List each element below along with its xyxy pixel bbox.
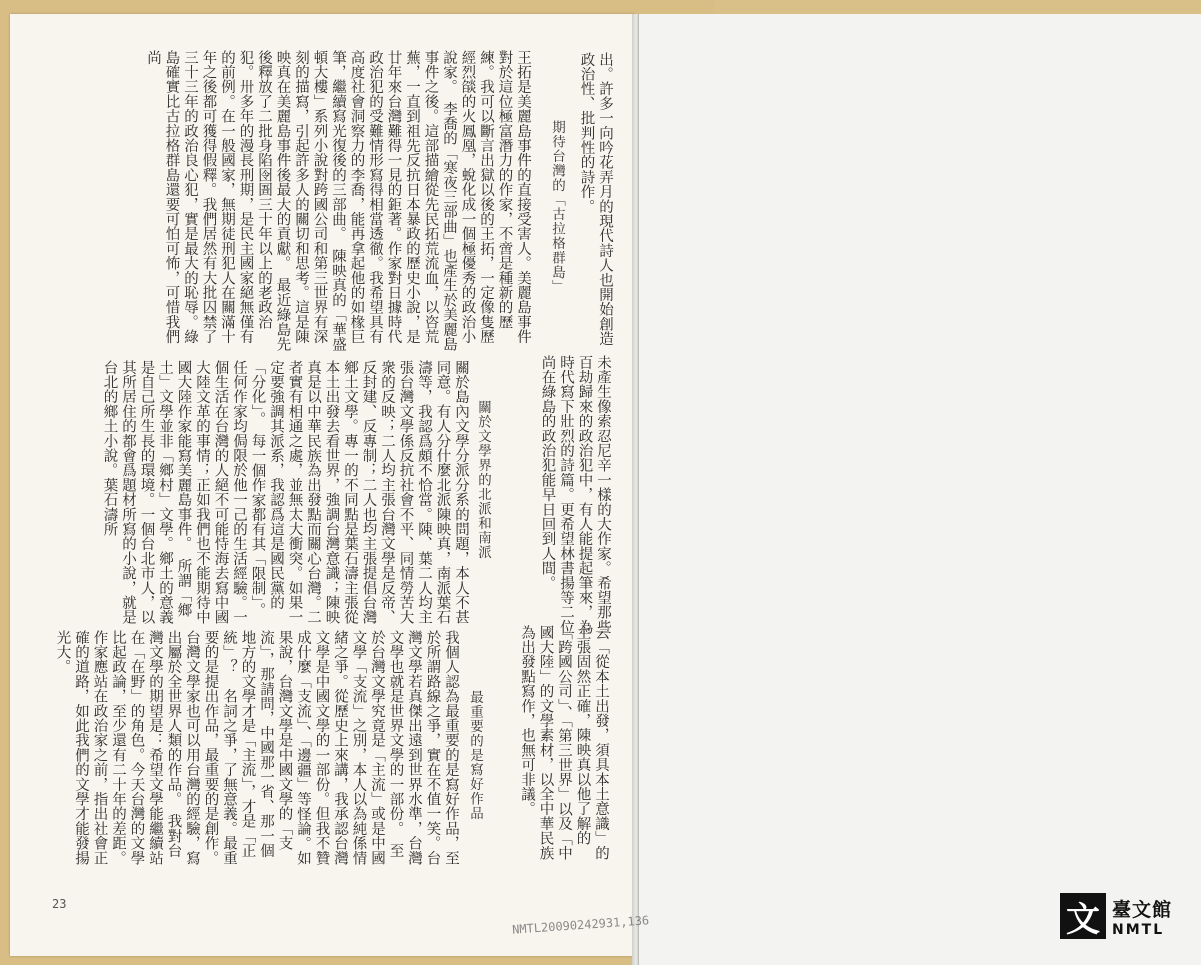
document-page-right-blank [638,14,1201,965]
section-1-heading: 期待台灣的「古拉格群島」 [549,120,565,294]
nmtl-logo [1060,886,1195,946]
section-2-heading: 關於文學界的北派和南派 [475,400,491,560]
intro-column: 出。許多一向吟花弄月的現代詩人也開始創造政治性、批判性的詩作。 [578,52,613,346]
nmtl-logo-text [1112,895,1172,938]
section-1-continued: 未產生像索忍尼辛一樣的大作家。希望那些百劫歸來的政治犯中，有人能提起筆來，為時代寫下壯烈的詩篇。更希望林書揚等二位尚在綠島的政治犯能早日回到人間。 [539,355,611,635]
section-1-body: 王拓是美麗島事件的直接受害人。美麗島事件對於這位極富潛力的作家，不啻是種新的歷練。我可以斷言出獄以後的王拓，一定像隻歷經烈燄的火鳳凰，蛻化成一個極優秀的政治小說家。 李喬的「寒夜三部曲」也產生於美麗島事件之後。這部描繪從先民拓荒流血，以咨荒蕪，一直到祖先反抗日本暴政的歷史小說，是廿年來台灣難得一見的鉅著。作家對日據時代政治犯的受難情形寫得相當透徹。我希望具有高度社會洞察力的李喬，能再拿起他的如椽巨筆，繼續寫光復後的三部曲。 陳映真的「華盛頓大樓」系列小說對跨國公司和第三世界有深刻的描寫，引起許多人的關切和思考。這是陳映真在美麗島事件後最大的貢獻。 最近綠島先後釋放了二批身陷囹圄三十年以上的老政治犯。卅多年的漫長刑期，是民主國家絕無僅有的前例。在一般國家，無期徒刑犯人在關滿十年之後都可獲得假釋。我們居然有大批囚禁了三十三年的政治良心犯，實是最大的恥辱。綠島確實比古拉格群島還要可怕可怖，可惜我們尚 [145,50,531,352]
nmtl-logo-name-cn: 臺文館 [1112,898,1173,921]
page-number: 23 [52,897,67,911]
section-2-body: 關於島內文學分派分系的問題，本人不甚同意。有人分什麼北派陳映真，南派葉石濤等，我認爲頗不恰當。陳、葉二人均主張台灣文學係反抗社會不平、同情勞苦大衆的反映；二人均主張台灣文學是反帝、反封建、反專制；二人也均主張提倡台灣鄉土文學。專一的不同點是葉石濤主張從本土出發去看世界，強調台灣意識；陳映真是以中華民族為出發點而關心台灣。二者實有相通之處，並無太大衝突。如果一定要強調其派系，我認爲這是國民黨的「分化」。 每一個作家都有其「限制」。任何作家均侷限於他一己的生活經驗。一個生活在台灣的人絕不可能恃海去寫中國大陸文革的事情；正如我們也不能期待中國大陸作家能寫美麗島事件。 所謂「鄉土」文學並非「鄉村」文學。鄉土的意義是自己所生長的環境。一個台北市人，以其所居住的都會爲題材所寫的小說，就是台北的鄉土小說。葉石濤所 [101,360,469,625]
nmtl-logo-name-en: NMTL [1112,921,1165,938]
section-3-heading: 最重要的是寫好作品 [467,690,483,821]
section-3-body: 我個人認為最重要的是寫好作品，至於所謂路線之爭，實在不值一笑。台灣文學若真傑出遠到世界水準，台灣文學也就是世界文學的一部份。 至於台灣文學究竟是「主流」或是中國文學「支流」之別，本人以為純係情緒之爭。從歷史上來講，我承認台灣文學是中國文學的一部份。但我不贊成什麼「支流」、「邊疆」等怪論。如果說，台灣文學是中國文學的「支流」，那請問，中國那一省、那一個地方的文學才是「主流」，才是「正統」？ 名詞之爭，了無意義。最重要的是提出作品，最重要的是創作。台灣文學家也可以用台灣的經驗，寫出屬於全世界人類的作品。 我對台灣文學的期望是：希望文學能繼續站在「在野」的角色。今天台灣的文學比起政論，至少還有二十年的差距。作家應站在政治家之前，指出社會正確的道路，如此我們的文學才能發揚光大。 [54,630,459,866]
archive-stamp: NMTL20090242931,136 [511,913,650,937]
section-2-continued: 云「從本土出發，須具本土意識」的主張固然正確，陳映真以他了解的「跨國公司」、「第三世界」以及「中國大陸」的文學素材，以全中華民族為出發點寫作，也無可非議。 [519,625,609,861]
nmtl-logo-mark-icon: 文 [1060,893,1106,939]
